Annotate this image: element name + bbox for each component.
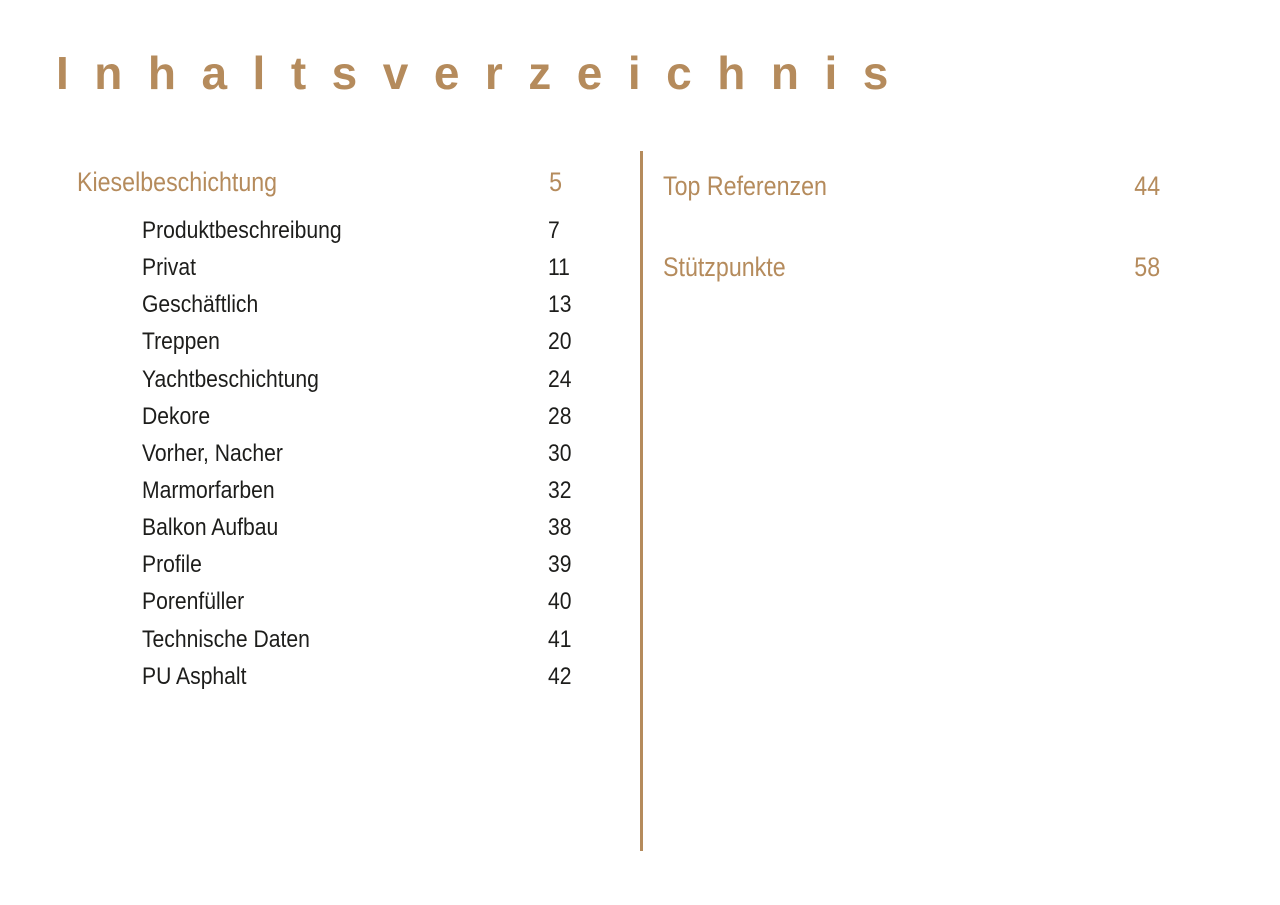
toc-item-page: 28 — [548, 402, 572, 430]
toc-item-label: Produktbeschreibung — [142, 217, 342, 244]
toc-item-page: 20 — [548, 328, 572, 356]
toc-item[interactable] — [142, 286, 602, 323]
toc-section-label: Top Referenzen — [663, 171, 827, 201]
toc-item-label: Dekore — [142, 402, 211, 430]
toc-item[interactable] — [142, 658, 602, 695]
toc-item-page: 32 — [548, 476, 572, 504]
toc-item-label: Geschäftlich — [142, 291, 259, 319]
toc-section-stuetzpunkte[interactable] — [663, 251, 1161, 283]
toc-item[interactable] — [142, 509, 602, 546]
toc-section-page: 58 — [1134, 252, 1161, 282]
toc-item[interactable] — [142, 323, 602, 360]
toc-item-page: 39 — [548, 551, 572, 579]
toc-item[interactable] — [142, 621, 602, 658]
toc-item[interactable] — [142, 435, 602, 472]
toc-section-page: 44 — [1134, 171, 1161, 201]
toc-item-label: Marmorfarben — [142, 476, 275, 504]
toc-item-label: Porenfüller — [142, 588, 245, 616]
toc-subsection-list — [142, 212, 602, 695]
toc-item[interactable] — [142, 361, 602, 398]
toc-item-label: Technische Daten — [142, 625, 310, 653]
toc-item[interactable] — [142, 249, 602, 286]
toc-section-kieselbeschichtung[interactable] — [77, 166, 563, 198]
toc-item-page: 41 — [548, 625, 572, 653]
toc-item-page: 11 — [548, 254, 570, 282]
toc-section-page: 5 — [549, 167, 563, 197]
toc-item-page: 42 — [548, 662, 572, 690]
toc-item-label: Privat — [142, 254, 196, 282]
toc-item-label: Vorher, Nacher — [142, 439, 283, 467]
toc-item-page: 30 — [548, 439, 572, 467]
toc-item-label: Profile — [142, 551, 202, 579]
toc-item[interactable] — [142, 583, 602, 620]
toc-item[interactable] — [142, 472, 602, 509]
toc-item-page: 13 — [548, 291, 572, 319]
column-divider — [640, 151, 643, 851]
page-title: Inhaltsverzeichnis — [56, 47, 914, 99]
toc-item-page: 7 — [548, 217, 560, 244]
toc-section-top-referenzen[interactable] — [663, 170, 1161, 202]
toc-item-label: Balkon Aufbau — [142, 514, 279, 542]
toc-item-page: 24 — [548, 365, 572, 393]
toc-section-label: Stützpunkte — [663, 252, 786, 282]
toc-item[interactable] — [142, 398, 602, 435]
toc-item-page: 38 — [548, 514, 572, 542]
toc-item[interactable] — [142, 212, 602, 249]
toc-section-label: Kieselbeschichtung — [77, 167, 278, 197]
toc-item-label: PU Asphalt — [142, 662, 247, 690]
toc-item-label: Yachtbeschichtung — [142, 365, 319, 393]
toc-item-label: Treppen — [142, 328, 220, 356]
toc-item[interactable] — [142, 546, 602, 583]
toc-item-page: 40 — [548, 588, 572, 616]
